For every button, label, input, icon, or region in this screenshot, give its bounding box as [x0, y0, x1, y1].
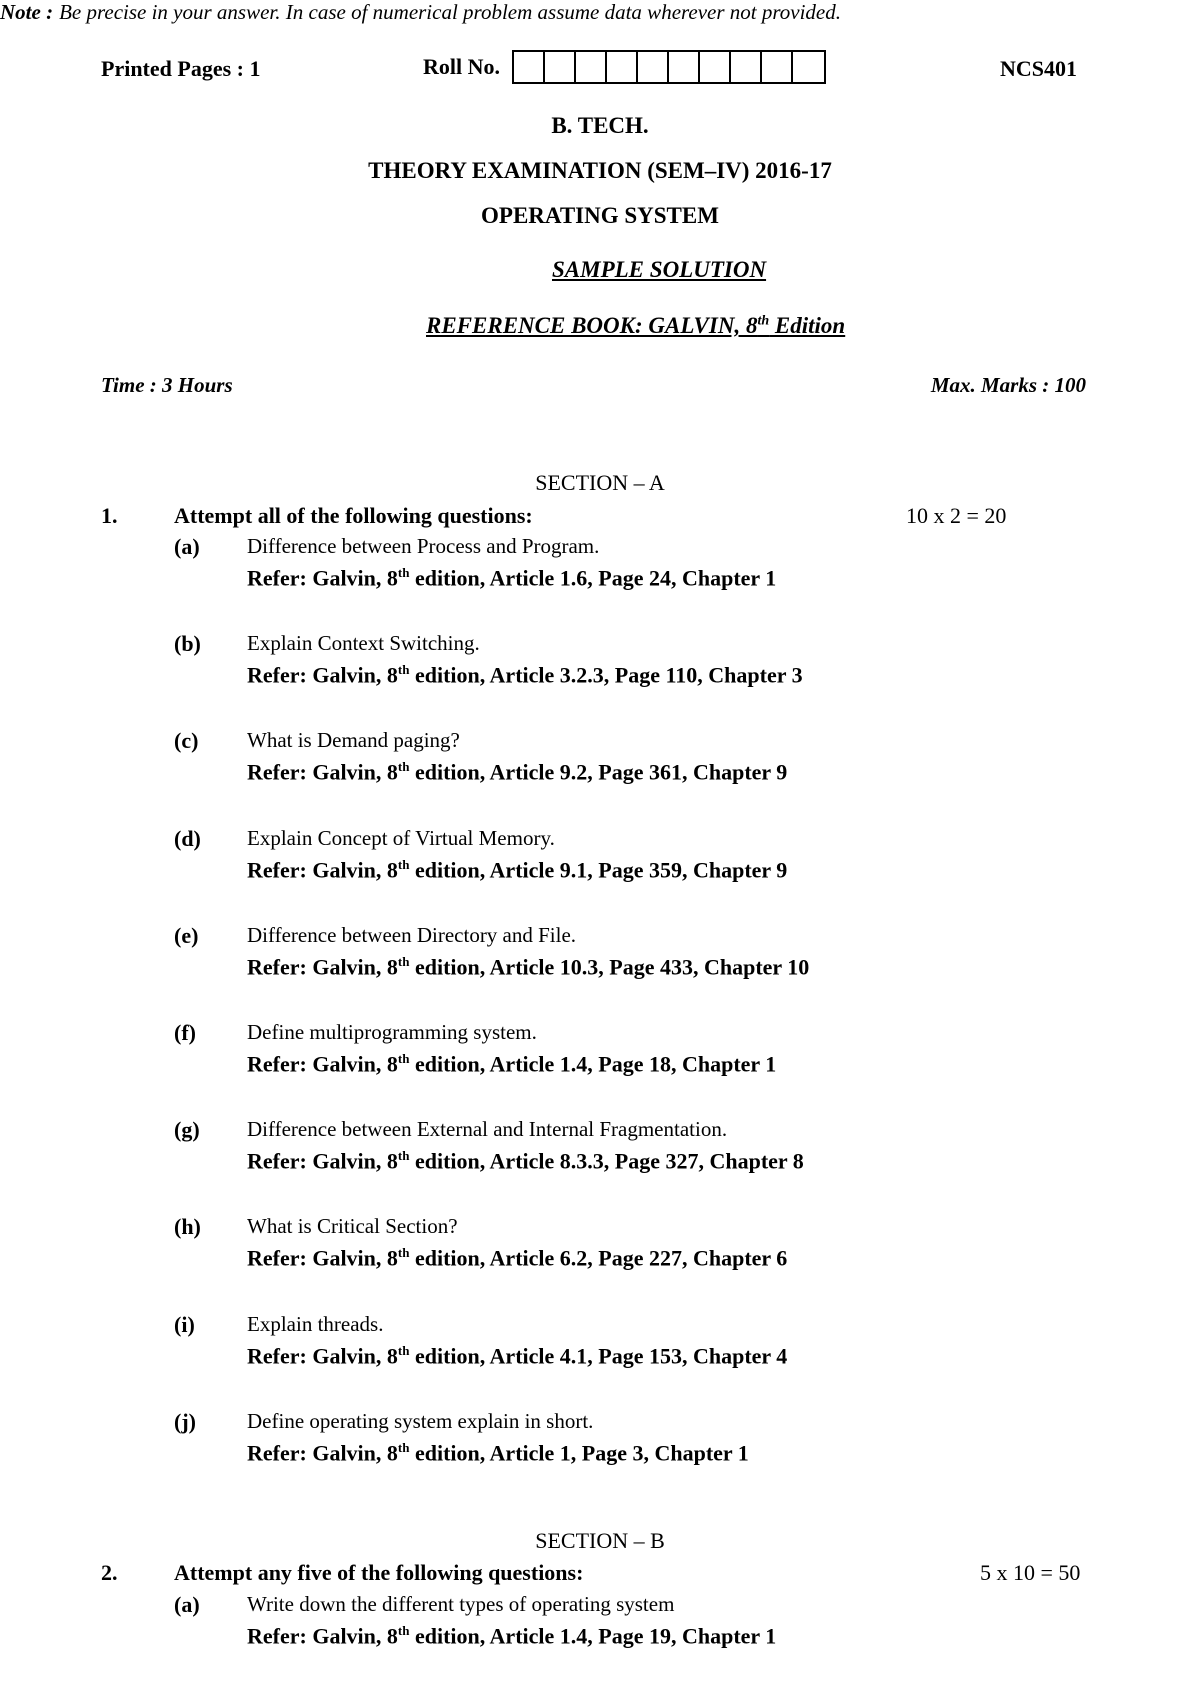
question-1-row [0, 503, 1200, 533]
item-question: Difference between Directory and File. [247, 922, 577, 947]
time-allowed: Time : 3 Hours [101, 373, 233, 397]
question-instruction: Attempt any five of the following questions: [174, 1560, 584, 1585]
item-label: (b) [174, 631, 201, 657]
question-marks: 10 x 2 = 20 [906, 503, 1007, 528]
item-question: What is Demand paging? [247, 728, 460, 753]
question-number: 2. [101, 1560, 118, 1585]
question-item [174, 1409, 1134, 1473]
item-question: Define operating system explain in short. [247, 1408, 594, 1433]
question-marks: 5 x 10 = 50 [980, 1560, 1081, 1585]
paper-code: NCS401 [1000, 56, 1078, 81]
question-item [174, 1117, 1134, 1181]
max-marks: Max. Marks : 100 [930, 373, 1086, 397]
question-item [174, 1592, 1134, 1656]
item-reference: Refer: Galvin, 8th edition, Article 1, Page 3, Chapter 1 [247, 1439, 749, 1466]
degree-title: B. TECH. [551, 113, 649, 138]
question-item [174, 1020, 1134, 1084]
roll-digit-box[interactable] [669, 52, 700, 82]
item-question: Difference between Process and Program. [247, 534, 600, 558]
item-reference: Refer: Galvin, 8th edition, Article 8.3.3, Page 327, Chapter 8 [247, 1148, 804, 1174]
item-label: (c) [174, 728, 199, 754]
question-item [174, 923, 1134, 987]
item-reference: Refer: Galvin, 8th edition, Article 1.4, Page 19, Chapter 1 [247, 1623, 777, 1649]
item-label: (d) [174, 825, 201, 851]
item-label: (e) [174, 922, 199, 948]
item-label: (g) [174, 1117, 200, 1143]
item-label: (f) [174, 1020, 196, 1045]
item-reference: Refer: Galvin, 8th edition, Article 6.2, Page 227, Chapter 6 [247, 1245, 788, 1271]
item-label: (a) [174, 1592, 200, 1617]
question-number: 1. [101, 503, 118, 528]
printed-pages: Printed Pages : 1 [101, 56, 261, 81]
item-question: Define multiprogramming system. [247, 1020, 537, 1044]
item-label: (h) [174, 1214, 201, 1240]
roll-digit-box[interactable] [514, 52, 545, 82]
item-reference: Refer: Galvin, 8th edition, Article 3.2.3, Page 110, Chapter 3 [247, 662, 803, 688]
item-question: Difference between External and Internal Fragmentation. [247, 1117, 728, 1142]
roll-digit-box[interactable] [793, 52, 824, 82]
question-item [174, 534, 1134, 598]
exam-title: THEORY EXAMINATION (SEM–IV) 2016-17 [368, 158, 832, 183]
item-reference: Refer: Galvin, 8th edition, Article 4.1, Page 153, Chapter 4 [247, 1342, 788, 1368]
item-question: Explain threads. [247, 1311, 384, 1336]
question-item [174, 631, 1134, 695]
item-question: Write down the different types of operating system [247, 1592, 675, 1616]
roll-digit-box[interactable] [762, 52, 793, 82]
item-reference: Refer: Galvin, 8th edition, Article 10.3, Page 433, Chapter 10 [247, 953, 810, 980]
question-2-row [0, 1560, 1200, 1590]
roll-number-label: Roll No. [423, 54, 500, 79]
question-item [174, 728, 1134, 792]
roll-number-field [423, 50, 826, 84]
exam-note: Note : Be precise in your answer. In case of numerical problem assume data wherever not provided. [0, 0, 841, 24]
question-instruction: Attempt all of the following questions: [174, 503, 533, 528]
roll-digit-box[interactable] [731, 52, 762, 82]
roll-digit-box[interactable] [607, 52, 638, 82]
section-b-heading: SECTION – B [535, 1528, 665, 1553]
roll-digit-box[interactable] [545, 52, 576, 82]
sample-solution-heading: SAMPLE SOLUTION [552, 257, 767, 282]
roll-digit-box[interactable] [700, 52, 731, 82]
roll-digit-box[interactable] [638, 52, 669, 82]
item-label: (a) [174, 534, 200, 559]
question-item [174, 1312, 1134, 1376]
item-question: Explain Context Switching. [247, 631, 480, 656]
item-reference: Refer: Galvin, 8th edition, Article 1.6, Page 24, Chapter 1 [247, 565, 777, 591]
item-label: (i) [174, 1311, 195, 1337]
item-question: What is Critical Section? [247, 1214, 458, 1239]
question-item [174, 826, 1134, 890]
item-reference: Refer: Galvin, 8th edition, Article 1.4, Page 18, Chapter 1 [247, 1051, 777, 1077]
roll-number-boxes[interactable] [512, 50, 826, 84]
item-reference: Refer: Galvin, 8th edition, Article 9.2, Page 361, Chapter 9 [247, 759, 788, 785]
item-reference: Refer: Galvin, 8th edition, Article 9.1, Page 359, Chapter 9 [247, 856, 788, 882]
question-item [174, 1214, 1134, 1278]
reference-book-heading: REFERENCE BOOK: GALVIN, 8th Edition [426, 313, 846, 338]
item-question: Explain Concept of Virtual Memory. [247, 825, 555, 850]
section-a-heading: SECTION – A [535, 470, 665, 495]
roll-digit-box[interactable] [576, 52, 607, 82]
item-label: (j) [174, 1408, 196, 1434]
subject-title: OPERATING SYSTEM [481, 203, 719, 228]
